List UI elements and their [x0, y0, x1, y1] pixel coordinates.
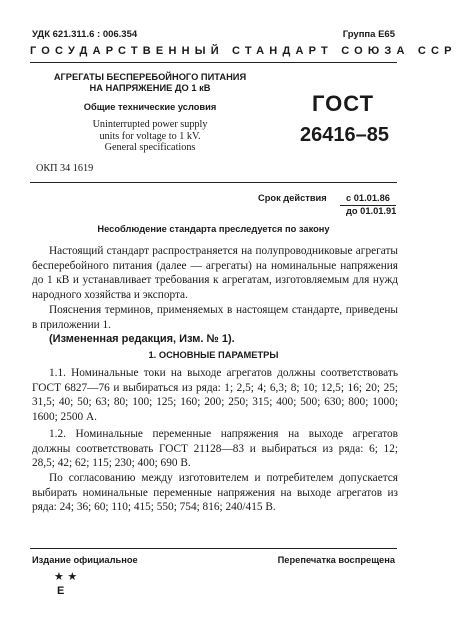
english-title-line-1: Uninterrupted power supply	[92, 119, 208, 130]
clause-1-2: 1.2. Номинальные переменные напряжения на выходе агрегатов должны соответствовать ГОСТ 21128—83 и выбираться из ряда: 6; 12; 28,5; 42; 62; 115; 230; 400; 690 В.	[32, 428, 398, 470]
intro-paragraph-2: Пояснения терминов, применяемых в настоящем стандарте, приведены в приложении 1.	[32, 304, 398, 331]
intro-paragraph-1: Настоящий стандарт распространяется на полупроводниковые агрегаты бесперебойного питания (далее — агрегаты) на номинальные напряжения до 1 кВ и устанавливает требования к агрегатам, изготовляемым для нужд народного хозяйства и экспорта.	[32, 245, 398, 301]
section-heading: 1. ОСНОВНЫЕ ПАРАМЕТРЫ	[148, 350, 279, 360]
header-rule	[30, 62, 397, 63]
udk-code: УДК 621.311.6 : 006.354	[32, 29, 138, 40]
gost-number: 26416–85	[300, 124, 389, 146]
clause-1-1: 1.1. Номинальные токи на выходе агрегатов должны соответствовать ГОСТ 6827—76 и выбираться из ряда: 1; 2,5; 4; 6,3; 8; 10; 12,5; 16; 20; 25; 31,5; 40; 50; 63; 80; 100; 125; 160; 200; 250; 315; 400; 500; 630; 800; 1000; 1600; 2500 А.	[32, 367, 398, 423]
english-title-line-2: units for voltage to 1 kV.	[99, 130, 201, 142]
title-line-1: АГРЕГАТЫ БЕСПЕРЕБОЙНОГО ПИТАНИЯ	[53, 72, 247, 82]
standard-title: ГОСУДАРСТВЕННЫЙ СТАНДАРТ СОЮЗА ССР	[30, 45, 457, 57]
document-subtitle: Общие технические условия	[83, 102, 217, 112]
legal-notice: Несоблюдение стандарта преследуется по закону	[97, 224, 330, 234]
footer-rule	[30, 548, 397, 549]
stars-mark: ★ ★	[54, 570, 78, 583]
group-code: Группа Е65	[342, 29, 395, 40]
edition-letter: E	[57, 585, 65, 597]
validity-from: с 01.01.86	[346, 193, 390, 203]
amendment-note: (Измененная редакция, Изм. № 1).	[49, 333, 235, 345]
gost-label: ГОСТ	[312, 91, 375, 116]
okp-code: ОКП 34 1619	[36, 163, 94, 174]
english-title-line-3: General specifications	[104, 142, 196, 153]
validity-to: до 01.01.91	[346, 206, 397, 216]
clause-1-2-note: По согласованию между изготовителем и потребителем допускается выбирать номинальные переменные напряжения на выходе агрегатов из ряда: 24; 36; 60; 110; 415; 550; 754; 816; 240/415 В.	[32, 472, 398, 514]
title-block-rule	[30, 182, 397, 183]
official-edition: Издание официальное	[32, 555, 138, 565]
title-line-2: НА НАПРЯЖЕНИЕ ДО 1 кВ	[89, 83, 211, 93]
validity-label: Срок действия	[258, 193, 327, 203]
document-title	[40, 72, 260, 94]
reprint-notice: Перепечатка воспрещена	[277, 555, 395, 565]
english-title	[40, 119, 260, 154]
